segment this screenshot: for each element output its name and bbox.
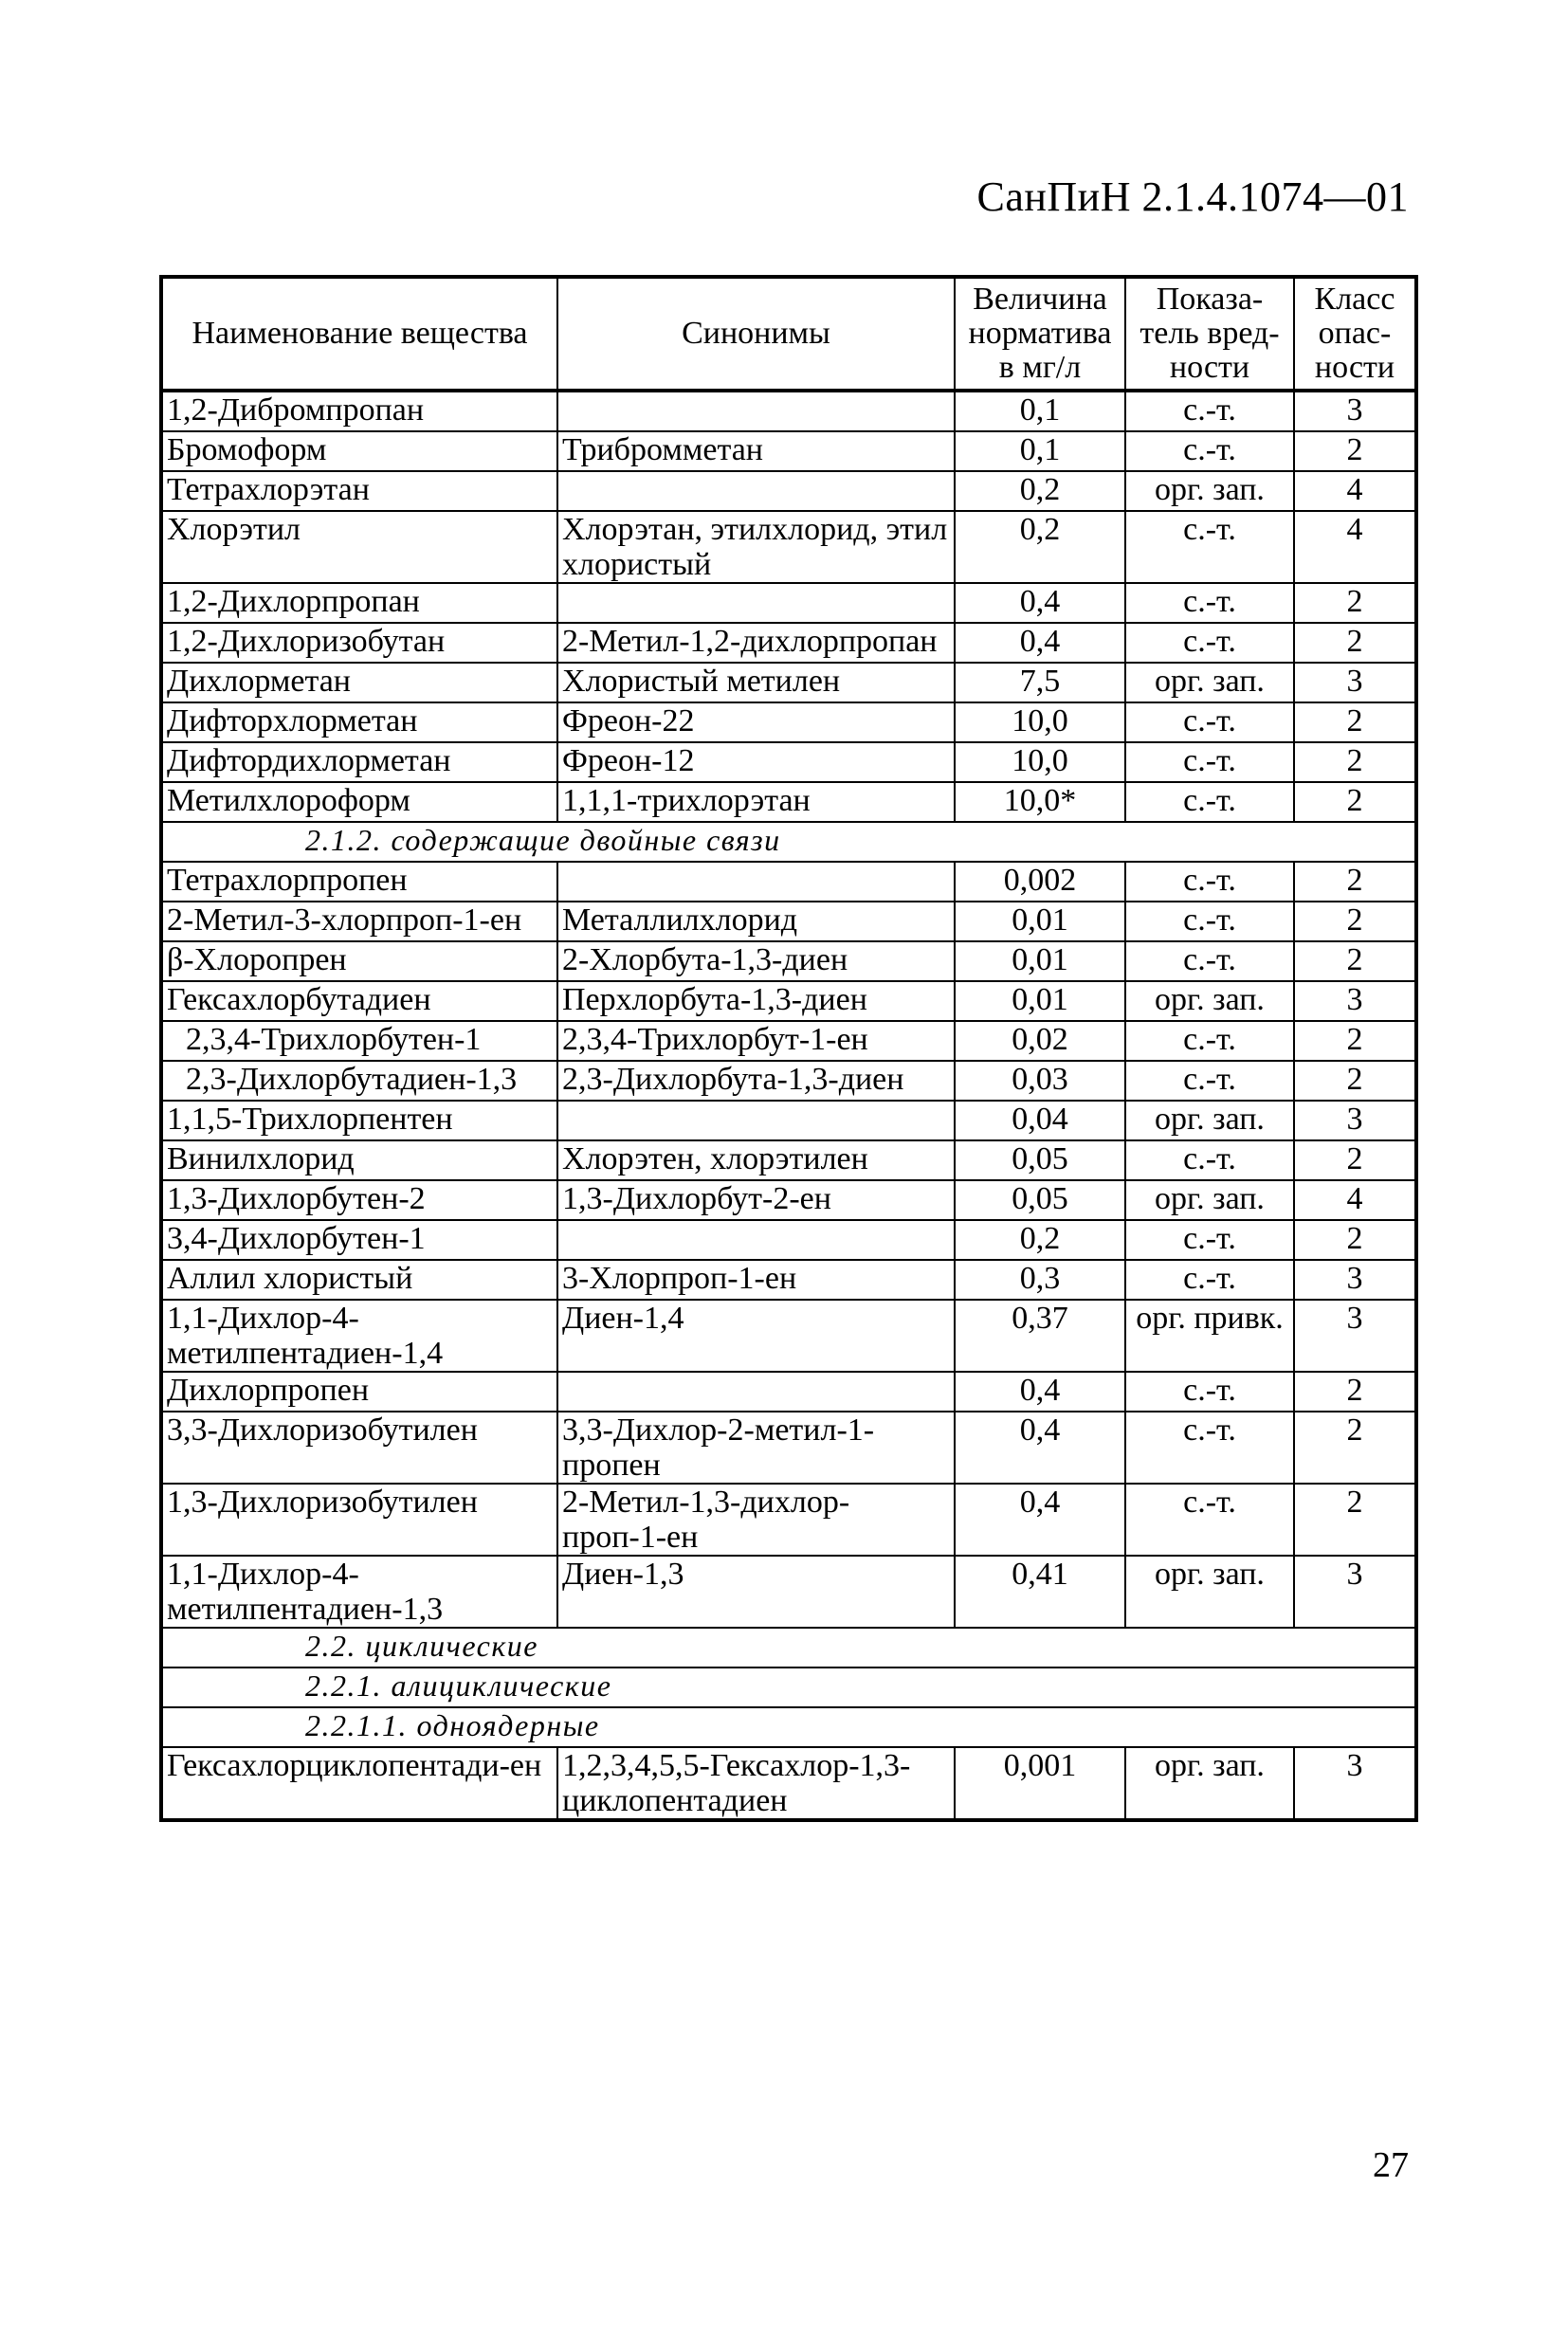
- harm-indicator-cell: с.-т.: [1125, 1260, 1294, 1300]
- hazard-class-cell: 2: [1294, 1372, 1416, 1412]
- harm-indicator-cell: орг. зап.: [1125, 663, 1294, 702]
- norm-value-cell: 0,37: [955, 1300, 1125, 1372]
- synonym-cell: 3-Хлорпроп-1-ен: [557, 1260, 955, 1300]
- table-row: [161, 623, 1416, 663]
- harm-indicator-cell: орг. зап.: [1125, 1180, 1294, 1220]
- norm-value-cell: 0,01: [955, 941, 1125, 981]
- hazard-class-cell: 3: [1294, 1556, 1416, 1628]
- table-row: [161, 1021, 1416, 1061]
- hazard-class-cell: 2: [1294, 1220, 1416, 1260]
- norm-value-cell: 0,05: [955, 1140, 1125, 1180]
- hazard-class-cell: 2: [1294, 862, 1416, 902]
- table-row: [161, 941, 1416, 981]
- substance-name-cell: 1,2-Дихлоризобутан: [161, 623, 557, 663]
- table-row: [161, 902, 1416, 941]
- section-label: 2.2.1.1. одноядерные: [161, 1707, 1416, 1747]
- table-row: [161, 431, 1416, 471]
- table-row: [161, 1101, 1416, 1140]
- synonym-cell: [557, 391, 955, 431]
- harm-indicator-cell: с.-т.: [1125, 391, 1294, 431]
- substances-table: [159, 275, 1418, 1822]
- harm-indicator-cell: с.-т.: [1125, 1021, 1294, 1061]
- synonym-cell: [557, 583, 955, 623]
- hazard-class-cell: 3: [1294, 1747, 1416, 1820]
- synonym-cell: 2-Метил-1,2-дихлорпропан: [557, 623, 955, 663]
- substance-name-cell: 1,2-Дихлорпропан: [161, 583, 557, 623]
- table-row: [161, 1300, 1416, 1372]
- harm-indicator-cell: орг. привк.: [1125, 1300, 1294, 1372]
- substance-name-cell: 1,3-Дихлоризобутилен: [161, 1484, 557, 1556]
- harm-indicator-cell: с.-т.: [1125, 862, 1294, 902]
- norm-value-cell: 0,01: [955, 981, 1125, 1021]
- harm-indicator-cell: с.-т.: [1125, 782, 1294, 822]
- synonym-cell: Хлорэтен, хлорэтилен: [557, 1140, 955, 1180]
- hazard-class-cell: 2: [1294, 1061, 1416, 1101]
- section-label: 2.2.1. алициклические: [161, 1668, 1416, 1707]
- table-row: [161, 391, 1416, 431]
- table-row: [161, 471, 1416, 511]
- hazard-class-cell: 2: [1294, 742, 1416, 782]
- table-row: [161, 981, 1416, 1021]
- section-label: 2.1.2. содержащие двойные связи: [161, 822, 1416, 862]
- table-row: [161, 511, 1416, 583]
- substance-name-cell: Дифторхлорметан: [161, 702, 557, 742]
- section-row: [161, 822, 1416, 862]
- substances-table-container: [159, 275, 1414, 1822]
- hazard-class-cell: 2: [1294, 782, 1416, 822]
- harm-indicator-cell: орг. зап.: [1125, 1101, 1294, 1140]
- substance-name-cell: Гексахлорциклопентади-ен: [161, 1747, 557, 1820]
- norm-value-cell: 0,1: [955, 391, 1125, 431]
- substance-name-cell: Винилхлорид: [161, 1140, 557, 1180]
- synonym-cell: Диен-1,3: [557, 1556, 955, 1628]
- table-row: [161, 1747, 1416, 1820]
- substance-name-cell: 1,1,5-Трихлорпентен: [161, 1101, 557, 1140]
- harm-indicator-cell: с.-т.: [1125, 1061, 1294, 1101]
- table-row: [161, 1180, 1416, 1220]
- norm-value-cell: 0,2: [955, 511, 1125, 583]
- norm-value-cell: 0,4: [955, 623, 1125, 663]
- hazard-class-cell: 4: [1294, 511, 1416, 583]
- column-header-value: Величина норматива в мг/л: [955, 277, 1125, 391]
- harm-indicator-cell: орг. зап.: [1125, 1747, 1294, 1820]
- norm-value-cell: 0,002: [955, 862, 1125, 902]
- hazard-class-cell: 2: [1294, 1021, 1416, 1061]
- table-row: [161, 1556, 1416, 1628]
- substance-name-cell: Хлорэтил: [161, 511, 557, 583]
- column-header-synonyms: Синонимы: [557, 277, 955, 391]
- norm-value-cell: 0,02: [955, 1021, 1125, 1061]
- norm-value-cell: 0,41: [955, 1556, 1125, 1628]
- substance-name-cell: Бромоформ: [161, 431, 557, 471]
- norm-value-cell: 0,4: [955, 583, 1125, 623]
- harm-indicator-cell: с.-т.: [1125, 902, 1294, 941]
- hazard-class-cell: 2: [1294, 623, 1416, 663]
- hazard-class-cell: 4: [1294, 471, 1416, 511]
- norm-value-cell: 0,3: [955, 1260, 1125, 1300]
- substance-name-cell: 2-Метил-3-хлорпроп-1-ен: [161, 902, 557, 941]
- substance-name-cell: 1,2-Дибромпропан: [161, 391, 557, 431]
- column-header-name: Наименование вещества: [161, 277, 557, 391]
- substance-name-cell: Аллил хлористый: [161, 1260, 557, 1300]
- substance-name-cell: 3,3-Дихлоризобутилен: [161, 1412, 557, 1484]
- harm-indicator-cell: с.-т.: [1125, 702, 1294, 742]
- hazard-class-cell: 2: [1294, 902, 1416, 941]
- table-row: [161, 1372, 1416, 1412]
- harm-indicator-cell: с.-т.: [1125, 623, 1294, 663]
- norm-value-cell: 7,5: [955, 663, 1125, 702]
- hazard-class-cell: 2: [1294, 1140, 1416, 1180]
- hazard-class-cell: 3: [1294, 663, 1416, 702]
- harm-indicator-cell: с.-т.: [1125, 941, 1294, 981]
- harm-indicator-cell: с.-т.: [1125, 742, 1294, 782]
- substance-name-cell: Тетрахлорпропен: [161, 862, 557, 902]
- norm-value-cell: 0,04: [955, 1101, 1125, 1140]
- norm-value-cell: 0,4: [955, 1484, 1125, 1556]
- hazard-class-cell: 2: [1294, 941, 1416, 981]
- harm-indicator-cell: с.-т.: [1125, 511, 1294, 583]
- synonym-cell: [557, 1372, 955, 1412]
- table-row: [161, 1412, 1416, 1484]
- harm-indicator-cell: с.-т.: [1125, 1140, 1294, 1180]
- section-row: [161, 1668, 1416, 1707]
- synonym-cell: Трибромметан: [557, 431, 955, 471]
- substance-name-cell: Метилхлороформ: [161, 782, 557, 822]
- synonym-cell: [557, 1101, 955, 1140]
- substance-name-cell: 1,3-Дихлорбутен-2: [161, 1180, 557, 1220]
- hazard-class-cell: 2: [1294, 583, 1416, 623]
- column-header-class: Класс опас-ности: [1294, 277, 1416, 391]
- norm-value-cell: 0,4: [955, 1412, 1125, 1484]
- page-number: 27: [1373, 2145, 1409, 2185]
- synonym-cell: Перхлорбута-1,3-диен: [557, 981, 955, 1021]
- harm-indicator-cell: с.-т.: [1125, 1372, 1294, 1412]
- table-row: [161, 583, 1416, 623]
- section-row: [161, 1628, 1416, 1668]
- substance-name-cell: Гексахлорбутадиен: [161, 981, 557, 1021]
- hazard-class-cell: 3: [1294, 1101, 1416, 1140]
- hazard-class-cell: 4: [1294, 1180, 1416, 1220]
- substance-name-cell: 1,1-Дихлор-4-метилпентадиен-1,3: [161, 1556, 557, 1628]
- synonym-cell: 2,3-Дихлорбута-1,3-диен: [557, 1061, 955, 1101]
- substance-name-cell: Дифтордихлорметан: [161, 742, 557, 782]
- norm-value-cell: 10,0*: [955, 782, 1125, 822]
- synonym-cell: 1,3-Дихлорбут-2-ен: [557, 1180, 955, 1220]
- table-row: [161, 663, 1416, 702]
- hazard-class-cell: 2: [1294, 1484, 1416, 1556]
- table-row: [161, 862, 1416, 902]
- synonym-cell: 3,3-Дихлор-2-метил-1-пропен: [557, 1412, 955, 1484]
- synonym-cell: Хлористый метилен: [557, 663, 955, 702]
- norm-value-cell: 0,01: [955, 902, 1125, 941]
- substance-name-cell: 2,3,4-Трихлорбутен-1: [161, 1021, 557, 1061]
- substance-name-cell: Тетрахлорэтан: [161, 471, 557, 511]
- table-row: [161, 1220, 1416, 1260]
- table-row: [161, 782, 1416, 822]
- norm-value-cell: 10,0: [955, 702, 1125, 742]
- harm-indicator-cell: с.-т.: [1125, 431, 1294, 471]
- norm-value-cell: 0,001: [955, 1747, 1125, 1820]
- norm-value-cell: 0,2: [955, 1220, 1125, 1260]
- synonym-cell: Фреон-12: [557, 742, 955, 782]
- synonym-cell: 1,1,1-трихлорэтан: [557, 782, 955, 822]
- norm-value-cell: 0,4: [955, 1372, 1125, 1412]
- hazard-class-cell: 2: [1294, 702, 1416, 742]
- section-row: [161, 1707, 1416, 1747]
- table-row: [161, 742, 1416, 782]
- norm-value-cell: 0,05: [955, 1180, 1125, 1220]
- substance-name-cell: Дихлорпропен: [161, 1372, 557, 1412]
- substance-name-cell: 2,3-Дихлорбутадиен-1,3: [161, 1061, 557, 1101]
- harm-indicator-cell: с.-т.: [1125, 1412, 1294, 1484]
- table-row: [161, 1140, 1416, 1180]
- synonym-cell: 2,3,4-Трихлорбут-1-ен: [557, 1021, 955, 1061]
- table-row: [161, 1061, 1416, 1101]
- synonym-cell: 2-Хлорбута-1,3-диен: [557, 941, 955, 981]
- hazard-class-cell: 3: [1294, 1260, 1416, 1300]
- norm-value-cell: 10,0: [955, 742, 1125, 782]
- norm-value-cell: 0,2: [955, 471, 1125, 511]
- harm-indicator-cell: орг. зап.: [1125, 471, 1294, 511]
- synonym-cell: [557, 1220, 955, 1260]
- table-header: [161, 277, 1416, 391]
- harm-indicator-cell: с.-т.: [1125, 1484, 1294, 1556]
- hazard-class-cell: 3: [1294, 391, 1416, 431]
- synonym-cell: [557, 862, 955, 902]
- table-body: [161, 391, 1416, 1820]
- norm-value-cell: 0,1: [955, 431, 1125, 471]
- synonym-cell: Металлилхлорид: [557, 902, 955, 941]
- hazard-class-cell: 2: [1294, 431, 1416, 471]
- synonym-cell: 1,2,3,4,5,5-Гексахлор-1,3-циклопентадиен: [557, 1747, 955, 1820]
- synonym-cell: [557, 471, 955, 511]
- harm-indicator-cell: с.-т.: [1125, 583, 1294, 623]
- column-header-indicator: Показа-тель вред-ности: [1125, 277, 1294, 391]
- synonym-cell: 2-Метил-1,3-дихлор-проп-1-ен: [557, 1484, 955, 1556]
- substance-name-cell: 1,1-Дихлор-4-метилпентадиен-1,4: [161, 1300, 557, 1372]
- substance-name-cell: Дихлорметан: [161, 663, 557, 702]
- hazard-class-cell: 2: [1294, 1412, 1416, 1484]
- substance-name-cell: 3,4-Дихлорбутен-1: [161, 1220, 557, 1260]
- synonym-cell: Диен-1,4: [557, 1300, 955, 1372]
- document-header: СанПиН 2.1.4.1074—01: [976, 173, 1409, 220]
- synonym-cell: Фреон-22: [557, 702, 955, 742]
- hazard-class-cell: 3: [1294, 1300, 1416, 1372]
- table-row: [161, 1484, 1416, 1556]
- section-label: 2.2. циклические: [161, 1628, 1416, 1668]
- harm-indicator-cell: орг. зап.: [1125, 1556, 1294, 1628]
- table-row: [161, 1260, 1416, 1300]
- norm-value-cell: 0,03: [955, 1061, 1125, 1101]
- substance-name-cell: β-Хлоропрен: [161, 941, 557, 981]
- synonym-cell: Хлорэтан, этилхлорид, этил хлористый: [557, 511, 955, 583]
- harm-indicator-cell: орг. зап.: [1125, 981, 1294, 1021]
- table-row: [161, 702, 1416, 742]
- hazard-class-cell: 3: [1294, 981, 1416, 1021]
- harm-indicator-cell: с.-т.: [1125, 1220, 1294, 1260]
